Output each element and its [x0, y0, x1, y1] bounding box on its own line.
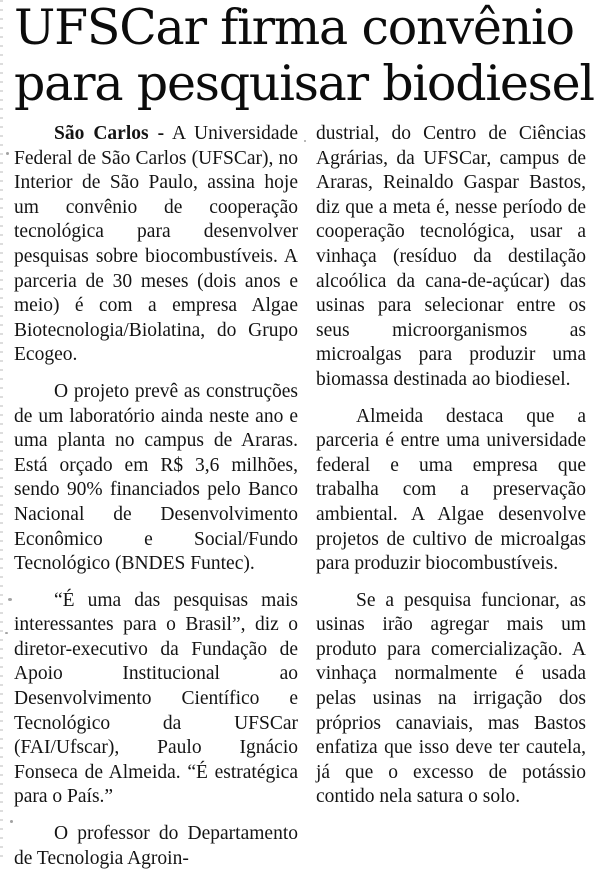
paragraph-4-start: O professor do Departamento de Tecnologia Agroin-	[14, 823, 298, 869]
scan-speck	[10, 820, 13, 823]
scan-edge-artifact	[0, 0, 3, 864]
paragraph-4-continued: dustrial, do Centro de Ciências Agrárias, da UFSCar, campus de Araras, Reinaldo Gaspar Bastos, diz que a meta é, nesse período de cooperação tecnológica, usar a vinhaça (resíduo da destilação alcoólica da cana-de-açúcar) das usinas para selecionar entre os seus microorganismos as microalgas para produzir uma biomassa destinada ao biodiesel.	[316, 123, 586, 390]
dateline: São Carlos -	[54, 123, 165, 144]
headline	[14, 0, 594, 112]
paragraph-1-text: A Universidade Federal de São Carlos (UFSCar), no Interior de São Paulo, assina hoje um convênio de cooperação tecnológica para desenvolver pesquisas sobre biocombustíveis. A parceria de 30 meses (dois anos e meio) é com a empresa Algae Biotecnologia/Biolatina, do Grupo Ecogeo.	[14, 123, 298, 366]
right-column	[316, 122, 586, 810]
paragraph-6: Se a pesquisa funcionar, as usinas irão agregar mais um produto para comercialização. A vinhaça normalmente é usada pelas usinas na irrigação dos próprios canaviais, mas Bastos enfatiza que isso deve ter cautela, já que o excesso de potássio contido nela satura o solo.	[316, 589, 586, 808]
headline-line-1: UFSCar firma convênio	[14, 0, 574, 56]
paragraph-2: O projeto prevê as construções de um laboratório ainda neste ano e uma planta no campus de Araras. Está orçado em R$ 3,6 milhões, sendo 90% financiados pelo Banco Nacional de Desenvolvimento Econômico e Social/Fundo Tecnológico (BNDES Funtec).	[14, 380, 298, 575]
scan-speck	[6, 152, 9, 155]
scan-speck	[304, 140, 306, 142]
left-column	[14, 122, 298, 871]
scan-speck	[5, 632, 8, 634]
headline-line-2: para pesquisar biodiesel	[14, 55, 594, 112]
paragraph-5: Almeida destaca que a parceria é entre uma universidade federal e uma empresa que trabalha com a preservação ambiental. A Algae desenvolve projetos de cultivo de microalgas para produzir biocombustíveis.	[316, 405, 586, 575]
paragraph-3: “É uma das pesquisas mais interessantes para o Brasil”, diz o diretor-executivo da Fundação de Apoio Institucional ao Desenvolvimento Científico e Tecnológico da UFSCar (FAI/Ufscar), Paulo Ignácio Fonseca de Almeida. “É estratégica para o País.”	[14, 589, 298, 808]
scan-speck	[8, 598, 12, 601]
paragraph-1	[14, 122, 298, 368]
